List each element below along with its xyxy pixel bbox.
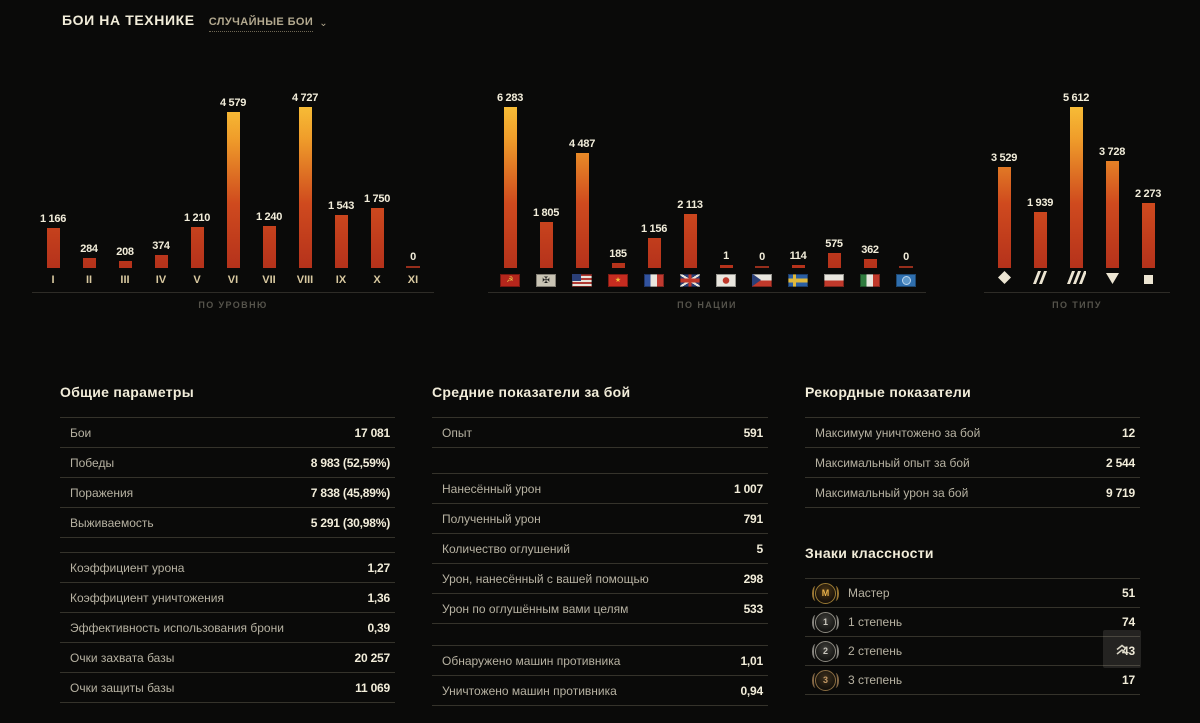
mastery-badge-M-icon: M [815,583,836,604]
bar-value-label: 4 487 [568,138,596,150]
bar-column-heavy [1058,92,1094,268]
tier-label: VII [262,274,276,286]
stat-group [60,417,395,538]
bar-japan [720,265,733,268]
stat-value: 1,27 [367,560,390,575]
axis [32,268,434,292]
bar-column-XI [395,251,431,268]
bar-value-label: 1 240 [255,211,283,223]
stat-group [60,552,395,703]
stat-label: Опыт [442,425,472,440]
bar-uk [684,214,697,268]
stat-value: 11 069 [355,680,390,695]
stat-value: 7 838 (45,89%) [310,485,390,500]
axis-label-VI [215,274,251,286]
tier-label: IX [335,274,347,286]
bar-value-label: 374 [152,240,170,252]
mastery-label: 1 степень [848,615,903,629]
stat-value: 20 257 [354,650,390,665]
bar-value-label: 1 [723,250,729,262]
stat-label: Поражения [70,485,134,500]
stat-label: Обнаружено машин противника [442,653,621,668]
france-flag-icon [644,274,664,287]
mastery-count: 74 [1122,615,1135,629]
japan-flag-icon [716,274,736,287]
usa-flag-icon [572,274,592,287]
bar-spg [1142,203,1155,268]
bar-column-VI [215,97,251,268]
axis-class-td [1094,271,1130,289]
bar-td [1106,161,1119,268]
axis-flag-italy [852,274,888,287]
battle-type-dropdown-label: СЛУЧАЙНЫЕ БОИ [209,16,314,32]
bar-value-label: 1 543 [327,200,355,212]
stat-value: 0,39 [367,620,390,635]
bar-column-italy [852,244,888,268]
td-tank-class-icon [1106,271,1119,289]
bar-X [371,208,384,268]
table-body [432,417,768,706]
bar-value-label: 1 210 [183,212,211,224]
mastery-row [805,666,1140,695]
bar-column-VII [251,211,287,268]
bar-germany [540,222,553,268]
bar-column-I [35,213,71,268]
bar-value-label: 1 156 [640,223,668,235]
axis [488,268,926,292]
axis-label-XI [395,274,431,286]
bar-value-label: 3 728 [1098,146,1126,158]
bar-value-label: 5 612 [1062,92,1090,104]
mastery-count: 43 [1122,644,1135,658]
stat-row [60,613,395,643]
bar-value-label: 6 283 [496,92,524,104]
stat-row [432,564,768,594]
stat-row [60,478,395,508]
stat-label: Коэффициент урона [70,560,185,575]
china-flag-icon: ★ [608,274,628,287]
double-chevron-up-icon [1114,641,1130,657]
stat-row [60,673,395,703]
bar-column-sweden [780,250,816,268]
stat-row [60,508,395,538]
zero-bar-dash [899,266,913,268]
bar-france [648,238,661,268]
mastery-section-title: Знаки классности [805,545,934,561]
tier-label: XI [407,274,419,286]
tier-label: X [373,274,381,286]
bar-sweden [792,265,805,268]
table-title: Средние показатели за бой [432,384,631,400]
stat-value: 1,01 [740,653,763,668]
bar-value-label: 1 166 [39,213,67,225]
axis-class-heavy [1058,271,1094,289]
stat-row [432,676,768,706]
mastery-label: Мастер [848,586,890,600]
bar-column-medium [1022,197,1058,268]
axis-flag-germany [528,274,564,287]
bar-value-label: 114 [789,250,807,262]
stat-value: 1 007 [733,481,763,496]
table-general-parameters [60,384,395,717]
axis-label-I [35,274,71,286]
table-title: Общие параметры [60,384,195,400]
bar-IV [155,255,168,268]
bar-VI [227,112,240,268]
bar-column-spg [1130,188,1166,268]
axis-flag-sweden [780,274,816,287]
stat-label: Максимум уничтожено за бой [815,425,981,440]
bar-column-france [636,223,672,268]
bar-china [612,263,625,268]
stat-label: Урон, нанесённый с вашей помощью [442,571,649,586]
stat-label: Полученный урон [442,511,541,526]
table-title: Рекордные показатели [805,384,972,400]
bar-value-label: 575 [825,238,843,250]
heavy-tank-class-icon [1067,271,1086,289]
chart-divider [984,292,1170,293]
bar-column-V [179,212,215,268]
page-header [62,12,328,32]
stat-label: Эффективность использования брони [70,620,284,635]
stat-row [432,504,768,534]
axis-flag-ussr [492,274,528,287]
tier-label: VI [227,274,239,286]
axis-label-IV [143,274,179,286]
bar-italy [864,259,877,268]
medium-tank-class-icon [1033,271,1047,289]
axis-flag-china [600,274,636,287]
tier-label: III [120,274,130,286]
bar-value-label: 208 [116,246,134,258]
axis-flag-uk [672,274,708,287]
mastery-count: 51 [1122,586,1135,600]
germany-flag-icon: ✠ [536,274,556,287]
stat-value: 17 081 [354,425,390,440]
bar-value-label: 0 [903,251,909,263]
bar-column-germany [528,207,564,268]
battle-type-dropdown[interactable] [209,16,328,32]
axis-flag-czechoslovakia [744,274,780,287]
stat-row [805,418,1140,448]
mastery-badge-1-icon: 1 [815,612,836,633]
bar-light [998,167,1011,268]
axis-class-medium [1022,271,1058,289]
stat-value: 5 [756,541,763,556]
axis-flag-intunion [888,274,924,287]
stat-group [432,473,768,624]
mastery-row [805,608,1140,637]
mastery-badge-3-icon: 3 [815,670,836,691]
bar-value-label: 4 579 [219,97,247,109]
axis-flag-poland [816,274,852,287]
bar-value-label: 1 805 [532,207,560,219]
chart-by-level [32,84,434,310]
stat-value: 791 [743,511,763,526]
chart-divider [488,292,926,293]
tier-label: II [85,274,93,286]
bar-value-label: 0 [410,251,416,263]
stat-value: 0,94 [740,683,763,698]
chart-caption: ПО НАЦИИ [677,300,737,310]
table-body [805,417,1140,508]
bar-value-label: 2 273 [1134,188,1162,200]
stat-row [432,646,768,676]
stat-label: Урон по оглушённым вами целям [442,601,629,616]
table-record-values [805,384,1140,709]
bar-column-czechoslovakia [744,251,780,268]
axis-class-light [986,271,1022,289]
bar-value-label: 1 939 [1026,197,1054,209]
stat-value: 8 983 (52,59%) [310,455,390,470]
mastery-count: 17 [1122,673,1135,687]
bar-usa [576,153,589,268]
stat-row [432,418,768,448]
mastery-row [805,579,1140,608]
italy-flag-icon [860,274,880,287]
bar-column-III [107,246,143,268]
bar-poland [828,253,841,268]
mastery-label: 2 степень [848,644,903,658]
bar-column-IX [323,200,359,268]
plot [488,84,926,268]
bar-value-label: 1 750 [363,193,391,205]
mastery-badge-2-icon: 2 [815,641,836,662]
stat-group [432,417,768,448]
bar-III [119,261,132,268]
stat-row [60,553,395,583]
zero-bar-dash [406,266,420,268]
chart-divider [32,292,434,293]
axis-label-VIII [287,274,323,286]
bar-value-label: 0 [759,251,765,263]
table-body [60,417,395,703]
stat-row [805,448,1140,478]
bar-column-VIII [287,92,323,268]
light-tank-class-icon [998,271,1011,289]
bar-VIII [299,107,312,268]
bar-V [191,227,204,268]
stat-value: 533 [743,601,763,616]
mastery-row [805,637,1140,666]
stat-row [60,583,395,613]
plot [984,84,1170,268]
stat-label: Выживаемость [70,515,154,530]
stat-label: Коэффициент уничтожения [70,590,224,605]
stat-value: 1,36 [367,590,390,605]
bar-IX [335,215,348,268]
stat-value: 9 719 [1105,485,1135,500]
bar-column-china [600,248,636,268]
chart-caption: ПО ТИПУ [1052,300,1102,310]
axis-flag-japan [708,274,744,287]
bar-II [83,258,96,268]
zero-bar-dash [755,266,769,268]
axis-label-X [359,274,395,286]
bar-medium [1034,212,1047,268]
stat-group [805,417,1140,508]
stat-label: Бои [70,425,92,440]
axis-label-VII [251,274,287,286]
bar-value-label: 3 529 [990,152,1018,164]
bar-column-japan [708,250,744,268]
axis-label-III [107,274,143,286]
bar-column-X [359,193,395,268]
stat-group [432,645,768,706]
page-title: БОИ НА ТЕХНИКЕ [62,12,195,28]
bar-value-label: 4 727 [291,92,319,104]
axis-class-spg [1130,271,1166,289]
bar-column-td [1094,146,1130,268]
bar-heavy [1070,107,1083,268]
spg-tank-class-icon [1144,271,1153,289]
axis-label-IX [323,274,359,286]
stat-row [432,474,768,504]
tier-label: I [51,274,55,286]
stat-label: Очки защиты базы [70,680,175,695]
bar-column-poland [816,238,852,268]
czechoslovakia-flag-icon [752,274,772,287]
stat-row [60,448,395,478]
stat-row [432,534,768,564]
tier-label: IV [155,274,167,286]
stat-value: 5 291 (30,98%) [310,515,390,530]
stat-value: 591 [743,425,763,440]
axis-label-V [179,274,215,286]
sweden-flag-icon [788,274,808,287]
poland-flag-icon [824,274,844,287]
axis [984,268,1170,292]
bar-column-light [986,152,1022,268]
axis-flag-usa [564,274,600,287]
bar-value-label: 284 [80,243,98,255]
mastery-group [805,578,1140,695]
intunion-flag-icon [896,274,916,287]
bar-column-intunion [888,251,924,268]
stat-row [60,643,395,673]
bar-column-uk [672,199,708,268]
bar-ussr [504,107,517,268]
stat-label: Максимальный опыт за бой [815,455,970,470]
bar-I [47,228,60,268]
bar-column-II [71,243,107,268]
bar-column-IV [143,240,179,268]
stat-label: Количество оглушений [442,541,570,556]
stat-value: 298 [743,571,763,586]
chevron-down-icon: ⌄ [319,18,328,29]
chart-caption: ПО УРОВНЮ [198,300,268,310]
tier-label: V [193,274,201,286]
stat-label: Уничтожено машин противника [442,683,617,698]
stat-label: Максимальный урон за бой [815,485,969,500]
mastery-list [805,578,1140,695]
chart-by-type [984,84,1170,310]
bar-column-usa [564,138,600,268]
table-average-per-battle [432,384,768,720]
ussr-flag-icon: ☭ [500,274,520,287]
scroll-to-top-button[interactable] [1103,630,1141,668]
stat-label: Очки захвата базы [70,650,175,665]
stat-label: Нанесённый урон [442,481,542,496]
bar-value-label: 362 [861,244,879,256]
axis-flag-france [636,274,672,287]
stat-value: 2 544 [1105,455,1135,470]
tier-label: VIII [296,274,314,286]
stat-row [60,418,395,448]
bar-VII [263,226,276,268]
stat-row [805,478,1140,508]
uk-flag-icon [680,274,700,287]
bar-value-label: 185 [609,248,627,260]
bar-value-label: 2 113 [677,199,703,211]
stat-value: 12 [1122,425,1135,440]
stat-row [432,594,768,624]
mastery-label: 3 степень [848,673,903,687]
bar-column-ussr [492,92,528,268]
stat-label: Победы [70,455,115,470]
axis-label-II [71,274,107,286]
chart-by-nation [488,84,926,310]
plot [32,84,434,268]
